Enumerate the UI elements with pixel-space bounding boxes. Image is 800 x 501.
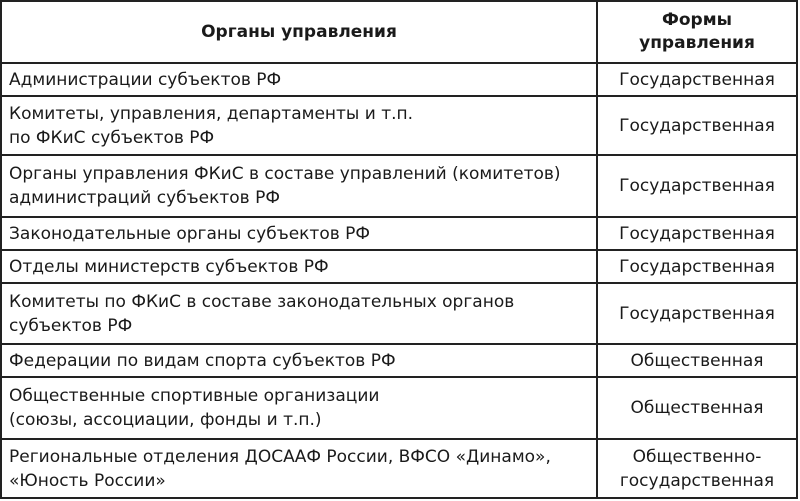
org-cell: Региональные отделения ДОСААФ России, ВФСО «Динамо», «Юность России» — [1, 439, 597, 498]
header-forms: Формы управления — [597, 1, 797, 63]
org-cell: Общественные спортивные организации (союзы, ассоциации, фонды и т.п.) — [1, 377, 597, 439]
form-cell: Общественная — [597, 344, 797, 377]
org-cell: Органы управления ФКиС в составе управлений (комитетов) администраций субъектов РФ — [1, 155, 597, 217]
org-cell: Отделы министерств субъектов РФ — [1, 250, 597, 283]
table-row — [1, 283, 797, 344]
header-org-bodies: Органы управления — [1, 1, 597, 63]
table-row — [1, 250, 797, 283]
form-cell: Государственная — [597, 96, 797, 155]
org-cell: Комитеты, управления, департаменты и т.п. по ФКиС субъектов РФ — [1, 96, 597, 155]
table-row — [1, 377, 797, 439]
org-cell: Федерации по видам спорта субъектов РФ — [1, 344, 597, 377]
form-cell: Государственная — [597, 63, 797, 96]
form-cell: Государственная — [597, 250, 797, 283]
table-row — [1, 155, 797, 217]
table-row — [1, 63, 797, 96]
org-cell: Комитеты по ФКиС в составе законодательных органов субъектов РФ — [1, 283, 597, 344]
table-row — [1, 96, 797, 155]
org-cell: Администрации субъектов РФ — [1, 63, 597, 96]
form-cell: Государственная — [597, 217, 797, 250]
form-cell: Государственная — [597, 155, 797, 217]
org-cell: Законодательные органы субъектов РФ — [1, 217, 597, 250]
form-cell: Общественная — [597, 377, 797, 439]
table-row — [1, 217, 797, 250]
table-row — [1, 439, 797, 498]
table-row — [1, 344, 797, 377]
form-cell: Государственная — [597, 283, 797, 344]
header-row — [1, 1, 797, 63]
form-cell: Общественно- государственная — [597, 439, 797, 498]
